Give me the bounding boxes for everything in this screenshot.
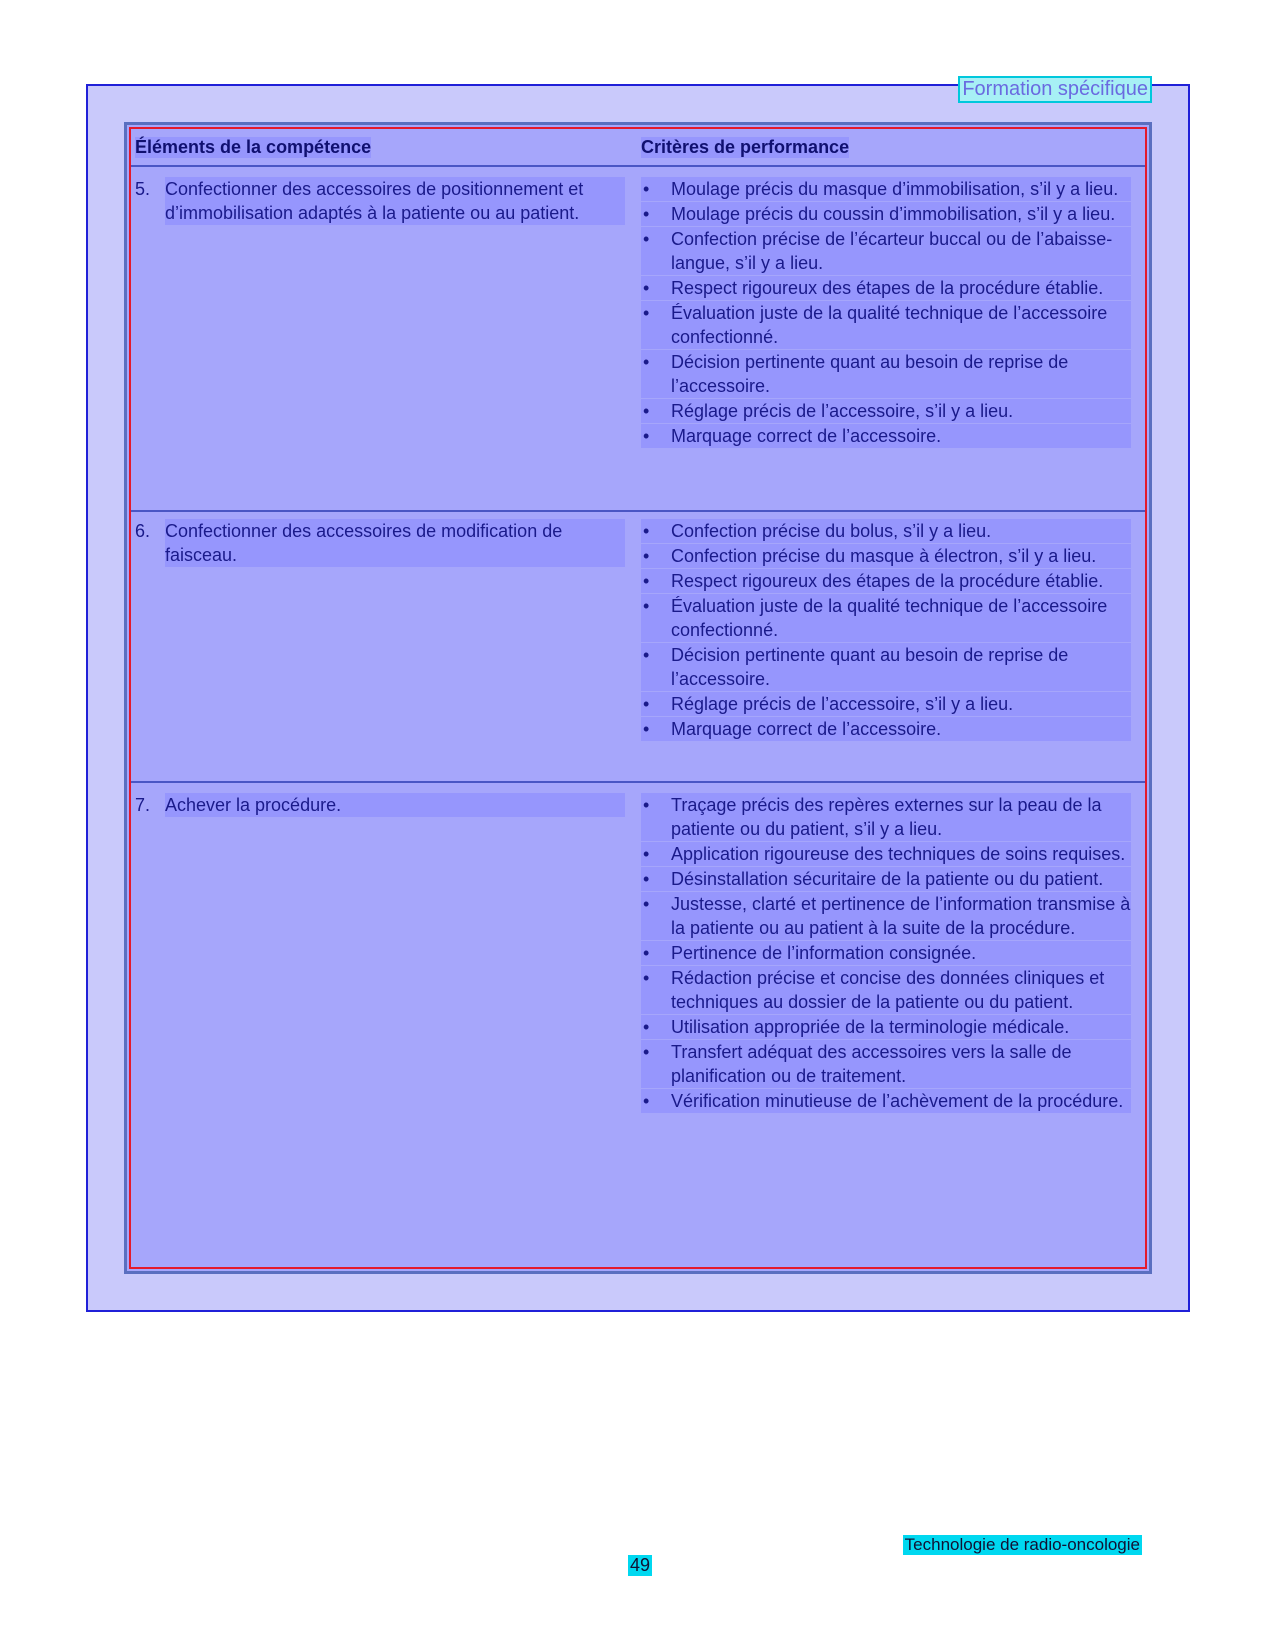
criterion-item: • Décision pertinente quant au besoin de reprise de l’accessoire. — [641, 350, 1131, 398]
criteria-list — [641, 177, 1131, 449]
element-text: Confectionner des accessoires de modification de faisceau. — [165, 519, 625, 567]
criterion-item: • Réglage précis de l’accessoire, s’il y a lieu. — [641, 692, 1131, 716]
criterion-item: • Vérification minutieuse de l’achèvement de la procédure. — [641, 1089, 1131, 1113]
element-text: Confectionner des accessoires de positionnement et d’immobilisation adaptés à la patiente ou au patient. — [165, 177, 625, 225]
criterion-item: • Justesse, clarté et pertinence de l’information transmise à la patiente ou au patient à la suite de la procédure. — [641, 892, 1131, 940]
section-title: Formation spécifique — [962, 78, 1148, 100]
criterion-item: • Utilisation appropriée de la terminologie médicale. — [641, 1015, 1131, 1039]
criterion-item: • Transfert adéquat des accessoires vers la salle de planification ou de traitement. — [641, 1040, 1131, 1088]
header-divider — [131, 165, 1145, 167]
criterion-item: • Confection précise du bolus, s’il y a lieu. — [641, 519, 1131, 543]
criterion-item: • Marquage correct de l’accessoire. — [641, 424, 1131, 448]
element-number: 5. — [135, 179, 151, 199]
column-header-elements: Éléments de la compétence — [135, 137, 372, 157]
competence-element — [135, 177, 625, 225]
element-text: Achever la procédure. — [165, 793, 625, 817]
criterion-item: • Marquage correct de l’accessoire. — [641, 717, 1131, 741]
column-header-criteria: Critères de performance — [641, 137, 850, 157]
criterion-item: • Moulage précis du coussin d’immobilisation, s’il y a lieu. — [641, 202, 1131, 226]
competence-element — [135, 519, 625, 567]
row-divider — [131, 781, 1145, 783]
table-inner-border — [129, 127, 1147, 1269]
competence-element — [135, 793, 625, 817]
competence-table — [124, 122, 1152, 1274]
criteria-list — [641, 793, 1131, 1114]
criterion-item: • Réglage précis de l’accessoire, s’il y a lieu. — [641, 399, 1131, 423]
criteria-list — [641, 519, 1131, 742]
page-number: 49 — [630, 1555, 651, 1575]
element-number: 7. — [135, 795, 151, 815]
criterion-item: • Rédaction précise et concise des données cliniques et techniques au dossier de la patiente ou du patient. — [641, 966, 1131, 1014]
criterion-item: • Désinstallation sécuritaire de la patiente ou du patient. — [641, 867, 1131, 891]
criterion-item: • Évaluation juste de la qualité technique de l’accessoire confectionné. — [641, 594, 1131, 642]
row-divider — [131, 510, 1145, 512]
element-number: 6. — [135, 521, 151, 541]
criterion-item: • Décision pertinente quant au besoin de reprise de l’accessoire. — [641, 643, 1131, 691]
criterion-item: • Respect rigoureux des étapes de la procédure établie. — [641, 276, 1131, 300]
criterion-item: • Respect rigoureux des étapes de la procédure établie. — [641, 569, 1131, 593]
criterion-item: • Pertinence de l’information consignée. — [641, 941, 1131, 965]
criterion-item: • Moulage précis du masque d’immobilisation, s’il y a lieu. — [641, 177, 1131, 201]
footer-program-name: Technologie de radio-oncologie — [904, 1535, 1140, 1554]
criterion-item: • Application rigoureuse des techniques de soins requises. — [641, 842, 1131, 866]
criterion-item: • Traçage précis des repères externes sur la peau de la patiente ou du patient, s’il y a lieu. — [641, 793, 1131, 841]
criterion-item: • Confection précise de l’écarteur buccal ou de l’abaisse-langue, s’il y a lieu. — [641, 227, 1131, 275]
page-frame — [86, 78, 1190, 1312]
criterion-item: • Confection précise du masque à électron, s’il y a lieu. — [641, 544, 1131, 568]
criterion-item: • Évaluation juste de la qualité technique de l’accessoire confectionné. — [641, 301, 1131, 349]
